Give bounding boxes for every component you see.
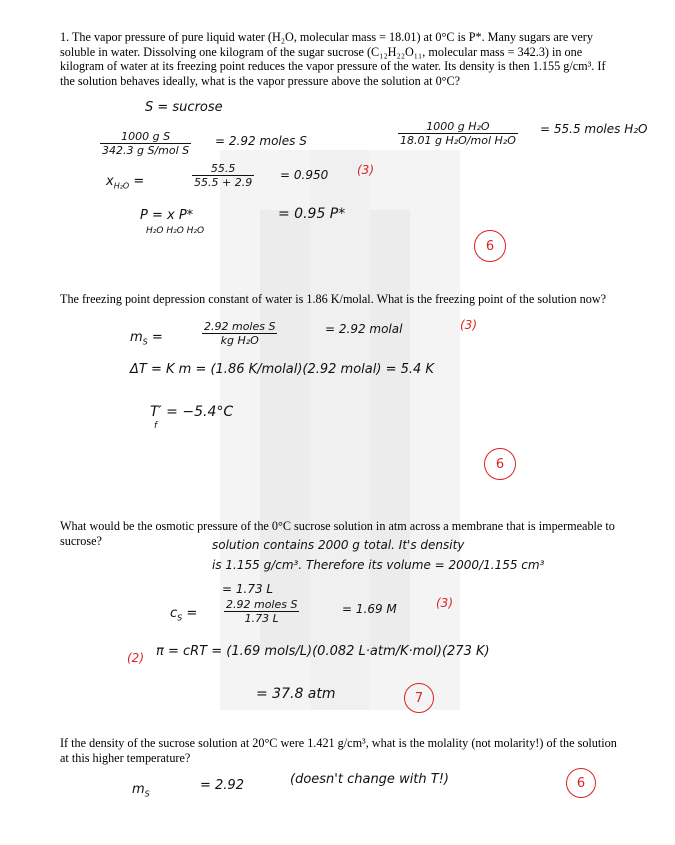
question-1-score: 6 [474,230,506,262]
concentration-denominator: 1.73 L [244,612,279,625]
molality-points: (3) [460,318,477,332]
molality-m: m [130,330,143,345]
moles-water-result: = 55.5 moles H₂O [540,122,648,136]
osmotic-equation: π = cRT = (1.69 mols/L)(0.082 L·atm/K·mol)(273 K) [156,644,490,659]
question-4-score: 6 [566,768,596,798]
mole-fraction-x: x [106,174,114,189]
volume-result: = 1.73 L [222,582,274,596]
question-1-text: 1. The vapor pressure of pure liquid water (H₂O, molecular mass = 18.01) at 0°C is P*. Many sugars are very soluble in water. Dissolving one kilogram of the sugar sucrose (C₁₂H₂₂O₁₁, molecular mass = 342.3) in one kilogram of water at its freezing point reduces the vapor pressure of the water. Its density is then 1.155 g/cm³. If the solution behaves ideally, what is the vapor pressure above the solution at 0°C? [60,30,606,88]
molality-eq: = [151,330,163,345]
moles-sucrose-fraction [100,130,191,157]
final-molality-sub: S [144,789,150,799]
concentration-fraction [224,598,299,625]
concentration-result: = 1.69 M [342,602,397,616]
question-3-score: 7 [404,683,434,713]
mole-fraction-points: (3) [357,163,374,177]
moles-water-denominator: 18.01 g H₂O/mol H₂O [400,134,516,147]
question-2-text: The freezing point depression constant of water is 1.86 K/molal. What is the freezing point of the solution now? [60,292,607,306]
mole-fraction-result: = 0.950 [280,168,329,182]
molality-numerator: 2.92 moles S [204,320,276,333]
concentration-points: (3) [436,596,453,610]
final-molality-m: m [132,782,145,797]
volume-line: is 1.155 g/cm³. Therefore its volume = 2000/1.155 cm³ [212,558,545,572]
molality-sub: S [142,337,148,347]
delta-t-equation: ΔT = K m = (1.86 K/molal)(2.92 molal) = 5.4 K [130,362,434,377]
freezing-point-line: T′ = −5.4°C [150,404,234,420]
molality-fraction [202,320,277,347]
mole-fraction-eq: = [133,174,145,189]
concentration-eq: = [186,606,198,621]
mole-fraction-label [106,174,144,191]
concentration-numerator: 2.92 moles S [226,598,298,611]
mole-fraction-numerator: 55.5 [192,162,254,176]
molality-denominator: kg H₂O [220,334,259,347]
mole-fraction-denominator: 55.5 + 2.9 [194,176,253,189]
question-2-score: 6 [484,448,516,480]
freezing-point-result [150,404,233,420]
sucrose-definition: S = sucrose [145,100,223,115]
final-molality-label [132,782,150,799]
concentration-c: c [170,606,178,621]
question-3-text: What would be the osmotic pressure of the 0°C sucrose solution in atm across a membrane that is impermeable to sucrose? [60,519,615,548]
solution-mass-line: solution contains 2000 g total. It's density [212,538,465,552]
moles-water-fraction [398,120,518,147]
vapor-pressure-result: = 0.95 P* [278,206,346,222]
mole-fraction-fraction [192,162,254,189]
background-watermark [220,150,460,710]
temperature-note: (doesn't change with T!) [290,772,450,787]
molality-label [130,330,163,347]
moles-sucrose-denominator: 342.3 g S/mol S [102,144,190,157]
vapor-pressure-equation: P = x P* [140,208,194,223]
concentration-sub: S [177,613,183,623]
mole-fraction-sub: H₂O [113,181,130,191]
freezing-point-subscript: f [154,421,158,431]
moles-sucrose-result: = 2.92 moles S [215,134,307,148]
concentration-label [170,606,197,623]
osmotic-result: = 37.8 atm [256,686,336,702]
question-4-text: If the density of the sucrose solution at 20°C were 1.421 g/cm³, what is the molality (not molarity!) of the solution at this higher temperature? [60,736,617,765]
moles-water-numerator: 1000 g H₂O [398,120,518,134]
moles-sucrose-numerator: 1000 g S [100,130,191,144]
osmotic-points: (2) [127,651,144,665]
molality-result: = 2.92 molal [325,322,403,336]
vapor-pressure-subscripts: H₂O H₂O H₂O [146,226,205,236]
final-molality-result: = 2.92 [200,778,244,793]
